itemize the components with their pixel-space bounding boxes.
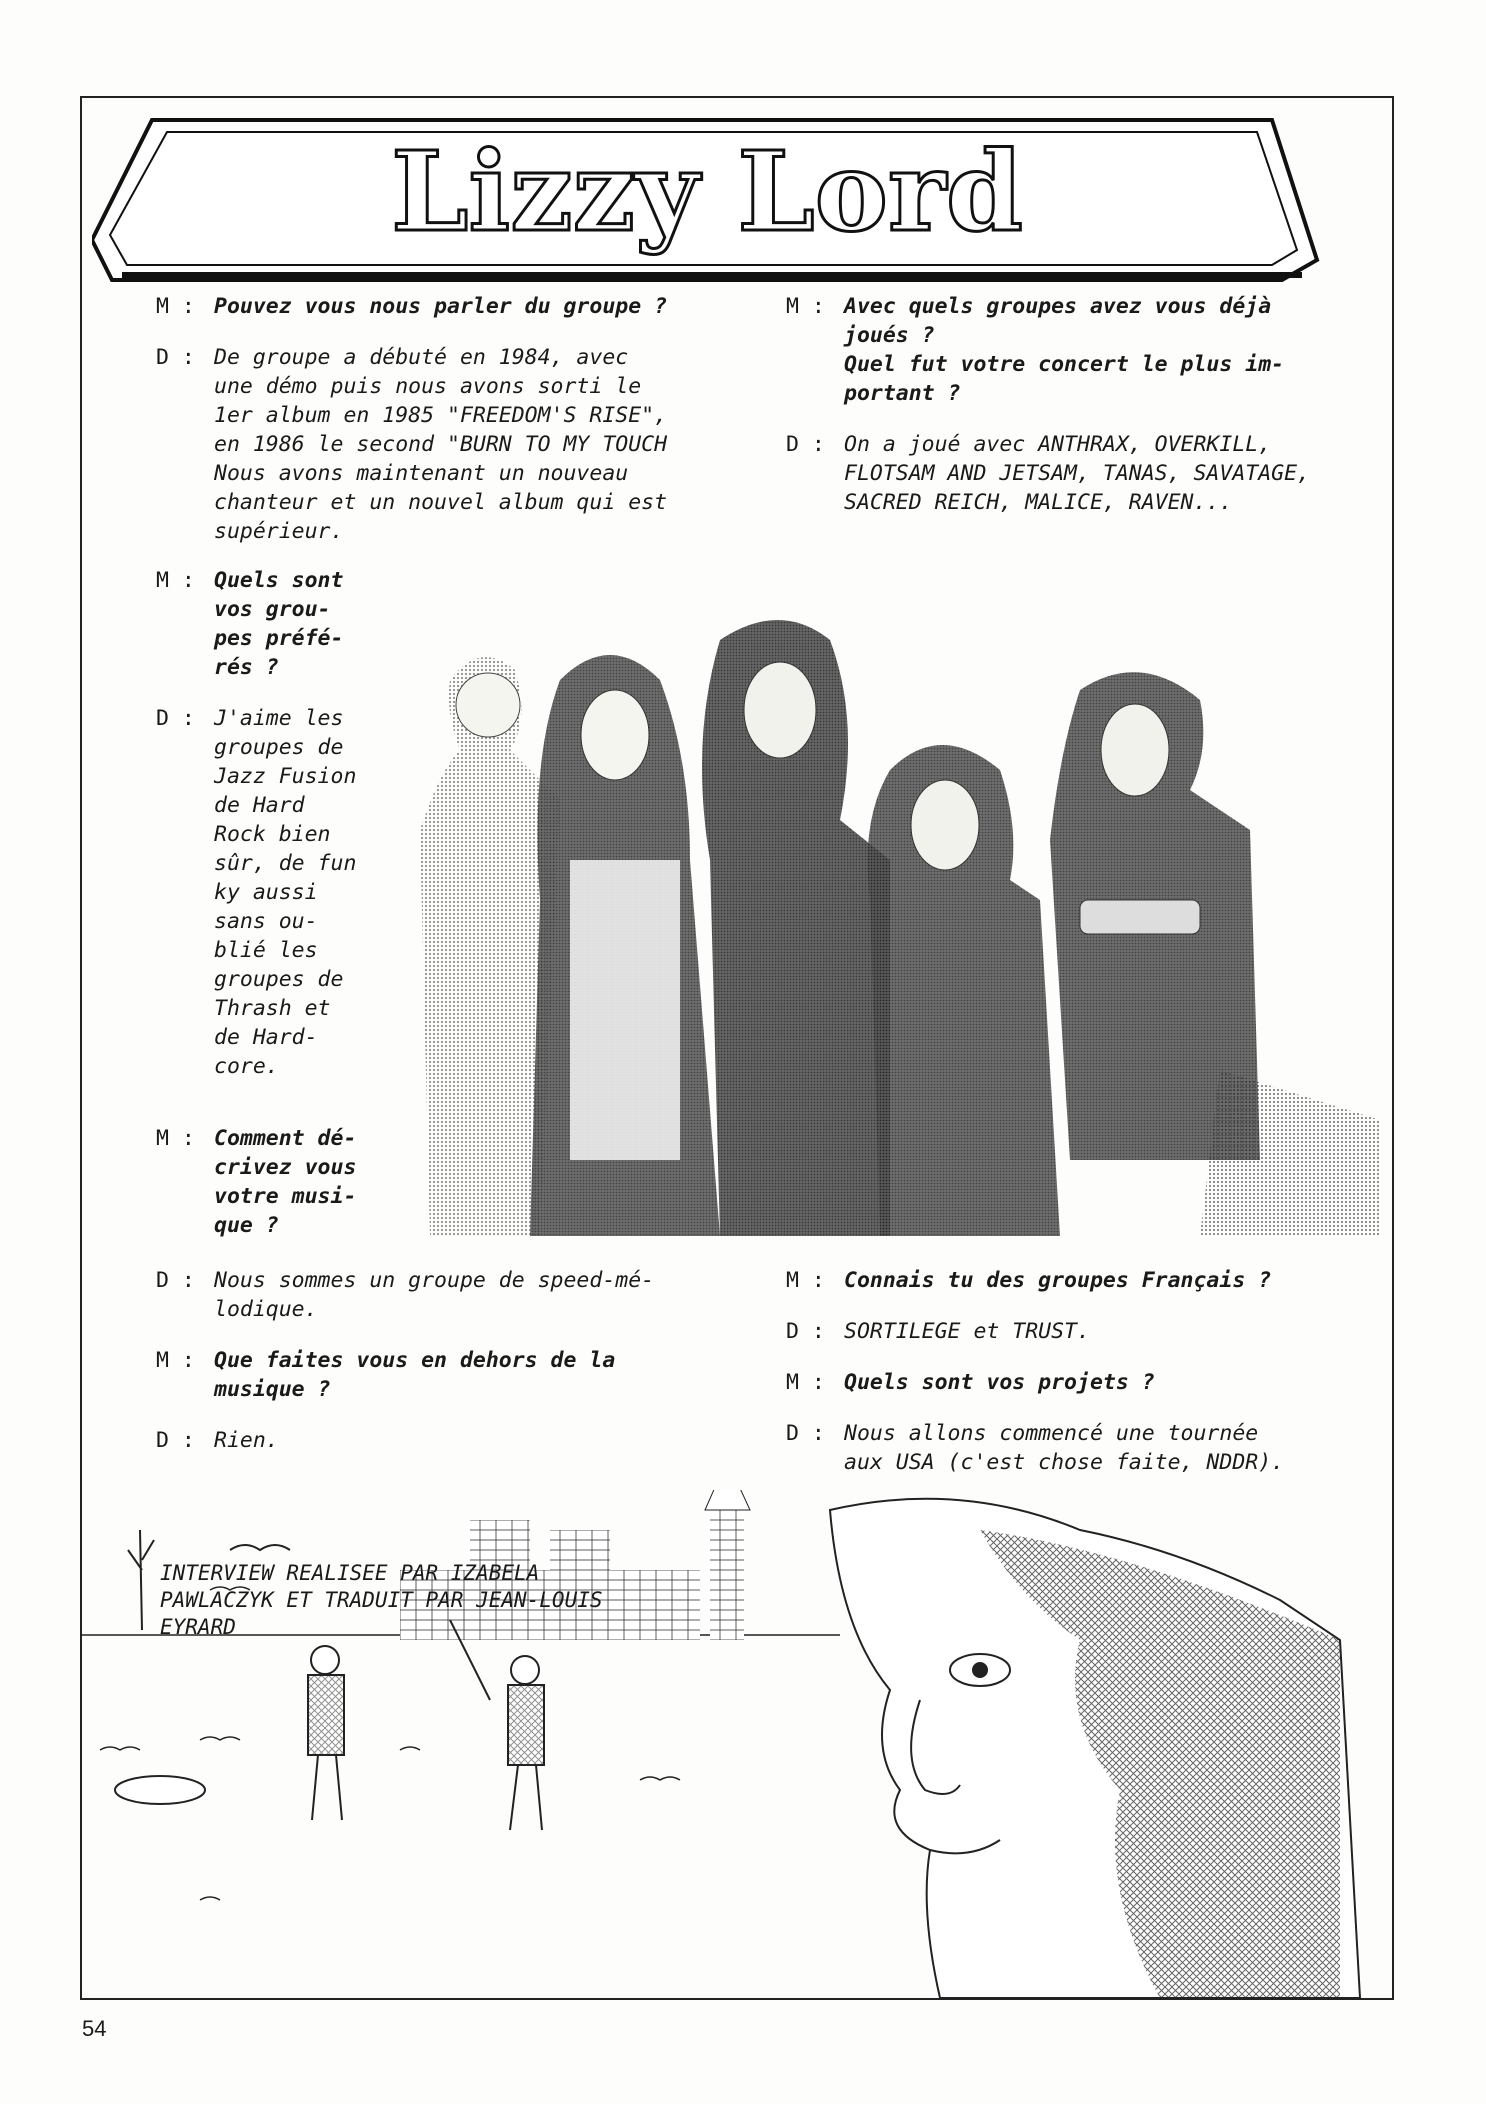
answer-block — [786, 1419, 1386, 1477]
speaker-label: D : — [156, 345, 195, 370]
speaker-label: M : — [156, 294, 195, 319]
speaker-label: M : — [786, 294, 825, 319]
speaker-label: D : — [786, 1421, 825, 1446]
answer-text: Nous allons commencé une tournée aux USA (c'est chose faite, NDDR). — [844, 1421, 1285, 1475]
question-block — [786, 1266, 1386, 1295]
speaker-label: D : — [786, 1319, 825, 1344]
speaker-label: D : — [156, 1428, 195, 1453]
question-block — [786, 1368, 1386, 1397]
question-text: Connais tu des groupes Français ? — [844, 1268, 1272, 1293]
speaker-label: D : — [786, 432, 825, 457]
answer-text: J'aime les groupes de Jazz Fusion de Hard Rock bien sûr, de fun ky aussi sans ou- blié les groupes de Thrash et de Hard- core. — [214, 706, 357, 1079]
speaker-label: D : — [156, 706, 195, 731]
interview-right-top — [786, 292, 1366, 517]
question-text: Quels sont vos grou- pes préfé- rés ? — [214, 568, 344, 680]
answer-text: De groupe a débuté en 1984, avec une démo puis nous avons sorti le 1er album en 1985 "FREEDOM'S RISE", en 1986 le second "BURN TO MY TOUCH Nous avons maintenant un nouveau chanteur et un nouvel album qui est supérieur. — [214, 345, 668, 544]
speaker-label: D : — [156, 1268, 195, 1293]
question-text: Pouvez vous nous parler du groupe ? — [214, 294, 668, 319]
answer-text: Rien. — [214, 1428, 279, 1453]
question-text: Comment dé- crivez vous votre musi- que ? — [214, 1126, 357, 1238]
answer-text: SORTILEGE et TRUST. — [844, 1319, 1090, 1344]
question-text: Avec quels groupes avez vous déjà joués ? Quel fut votre concert le plus im- portant ? — [844, 294, 1285, 406]
answer-block — [156, 1426, 756, 1455]
page-number: 54 — [82, 2016, 107, 2041]
question-block — [156, 1124, 416, 1240]
answer-block — [156, 1266, 756, 1324]
interview-credit: INTERVIEW REALISEE PAR IZABELA PAWLACZYK ET TRADUIT PAR JEAN-LOUIS EYRARD — [160, 1561, 603, 1639]
interview-left-mid — [156, 1124, 416, 1240]
answer-block — [156, 343, 756, 546]
speaker-label: M : — [156, 1126, 195, 1151]
band-logo — [92, 110, 1324, 292]
question-block — [156, 1346, 756, 1404]
answer-block — [786, 430, 1366, 517]
question-block — [156, 292, 756, 321]
logo-text: Lizzy Lord — [391, 127, 1023, 256]
answer-block — [786, 1317, 1386, 1346]
speaker-label: M : — [786, 1370, 825, 1395]
speaker-label: M : — [156, 568, 195, 593]
interview-left-bottom — [156, 1266, 756, 1455]
question-block — [786, 292, 1366, 408]
speaker-label: M : — [786, 1268, 825, 1293]
speaker-label: M : — [156, 1348, 195, 1373]
answer-text: Nous sommes un groupe de speed-mé- lodique. — [214, 1268, 655, 1322]
question-text: Quels sont vos projets ? — [844, 1370, 1155, 1395]
question-text: Que faites vous en dehors de la musique ? — [214, 1348, 616, 1402]
band-photo — [420, 600, 1380, 1236]
interview-right-bottom — [786, 1266, 1386, 1477]
answer-text: On a joué avec ANTHRAX, OVERKILL, FLOTSAM AND JETSAM, TANAS, SAVATAGE, SACRED REICH, MALICE, RAVEN... — [844, 432, 1310, 515]
